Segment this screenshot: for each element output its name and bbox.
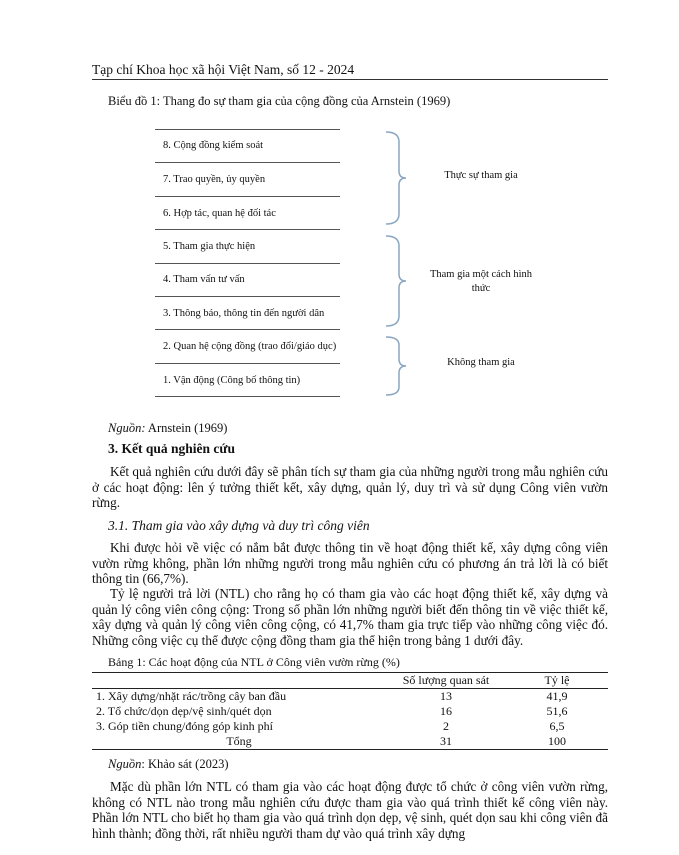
ladder-line [155,162,340,163]
ladder-line [155,363,340,364]
table-cell: 31 [386,734,506,750]
table-cell: 2 [443,719,449,733]
table-source [108,757,228,772]
journal-header: Tạp chí Khoa học xã hội Việt Nam, số 12 - 2024 [92,62,355,77]
ladder-rung-1: 1. Vận động (Công bố thông tin) [163,375,301,386]
table-cell: 100 [506,734,608,750]
ladder-line [155,329,340,330]
table-row [92,704,608,719]
figure-caption: Biểu đồ 1: Thang đo sự tham gia của cộng đồng của Arnstein (1969) [108,94,451,108]
table-cell: 1. Xây dựng/nhặt rác/trồng cây ban đầu [96,689,287,703]
ladder-rung-7: 7. Trao quyền, ủy quyền [163,174,266,185]
ladder-line [155,263,340,264]
ladder-rung-3: 3. Thông báo, thông tin đến người dân [163,308,325,319]
table-cell: 6,5 [549,719,565,733]
activities-table [92,672,608,750]
ladder-line [155,229,340,230]
intro-paragraph: Kết quả nghiên cứu dưới đây sẽ phân tích sự tham gia của những người trong mẫu nghiên cứu ở các hoạt động: lên ý tưởng thiết kết, xây dựng, quản lý, duy trì và sử dụng Công viên vườn rừng. [92,464,608,510]
paragraph-1: Khi được hỏi về việc có nắm bắt được thông tin về hoạt động thiết kế, xây dựng công viên vườn rừng không, phần lớn những người trong mẫu nghiên cứu có phương án trả lời là có biết thông tin (66,7%). [92,540,608,586]
paragraph-3: Mặc dù phần lớn NTL có tham gia vào các hoạt động được tổ chức ở công viên vườn rừng, không có NTL nào trong mẫu nghiên cứu được tham gia vào quá trình thiết kế công viên này. Phần lớn NTL cho biết họ tham gia vào quá trình dọn dẹp, vệ sinh, quét dọn sau khi công viên đã hình thành; đồng thời, rất nhiều người tham dự vào quá trình xây dựng [92,779,608,841]
table-header [92,673,386,689]
table-cell: 51,6 [546,704,568,718]
table-cell: 13 [440,689,452,703]
brace-tokenism [386,236,406,326]
source-value: Arnstein (1969) [145,421,228,435]
table-cell: 41,9 [546,689,568,703]
group-tokenism: Tham gia một cách hình thức [429,269,533,294]
table-row [92,689,608,705]
section-heading: 3. Kết quả nghiên cứu [108,441,235,456]
source-label: Nguồn: [108,421,146,435]
table-total-row [92,734,608,750]
ladder-rung-2: 2. Quan hệ cộng đồng (trao đổi/giáo dục) [163,341,337,352]
table-header-row [92,673,608,689]
subsection-heading: 3.1. Tham gia vào xây dựng và duy trì công viên [108,518,370,533]
ladder-line [155,129,340,130]
table-cell: 3. Góp tiền chung/đóng góp kinh phí [96,719,273,733]
group-real-participation: Thực sự tham gia [444,170,518,181]
group-non-participation: Không tham gia [447,357,515,368]
table-cell: Tổng [92,734,386,750]
ladder-rung-8: 8. Cộng đồng kiểm soát [163,140,264,151]
ladder-line [155,396,340,397]
ladder-rung-6: 6. Hợp tác, quan hệ đối tác [163,208,276,219]
figure-source [108,421,227,436]
grouping-braces [384,126,420,404]
ladder-line [155,296,340,297]
table-caption: Bảng 1: Các hoạt động của NTL ở Công viên vườn rừng (%) [108,655,400,669]
table-cell: 16 [440,704,452,718]
table-row [92,719,608,734]
table-header: Số lượng quan sát [386,673,506,689]
ladder-rung-4: 4. Tham vấn tư vấn [163,274,245,285]
paragraph-2: Tỷ lệ người trả lời (NTL) cho rằng họ có tham gia vào các hoạt động thiết kế, xây dựng và quản lý công viên công cộng: Trong số phần lớn những người biết đến thông tin về việc thiết kế, xây dựng và quản lý công viên công cộng, có 41,7% tham gia trực tiếp vào những công việc đó. Những công việc cụ thể được cộng đồng tham gia thể hiện trong bảng 1 dưới đây. [92,586,608,648]
brace-non-participation [386,337,406,395]
brace-real-participation [386,132,406,224]
source-value: : Khảo sát (2023) [141,757,229,771]
source-label: Nguồn [108,757,142,771]
table-cell: 2. Tổ chức/dọn dẹp/vệ sinh/quét dọn [96,704,272,718]
ladder-line [155,196,340,197]
table-header: Tỷ lệ [506,673,608,689]
ladder-rung-5: 5. Tham gia thực hiện [163,241,256,252]
header-rule [92,79,608,80]
